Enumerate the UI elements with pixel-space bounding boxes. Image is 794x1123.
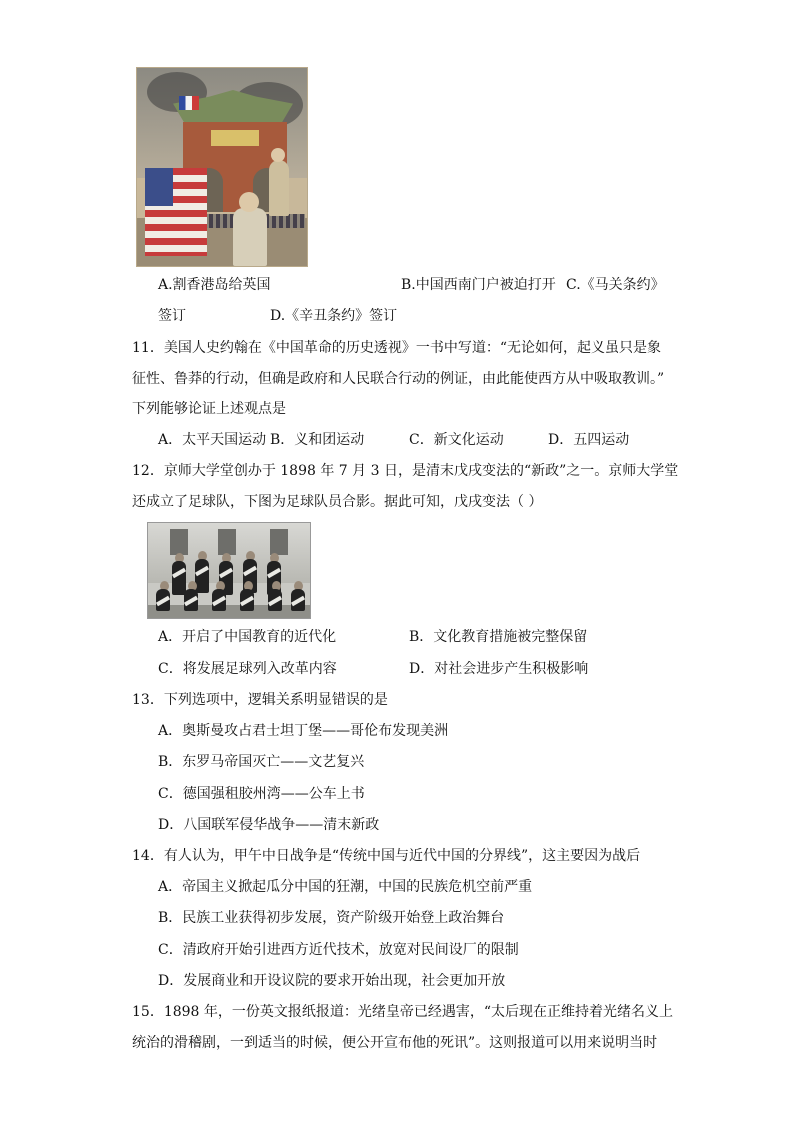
q10-option-c-cont: 签订 bbox=[158, 308, 186, 324]
q13-stem: 13．下列选项中，逻辑关系明显错误的是 bbox=[132, 692, 388, 708]
player bbox=[212, 589, 226, 611]
q11-option-c[interactable]: C．新文化运动 bbox=[409, 432, 504, 448]
football-team-photo bbox=[147, 522, 311, 619]
q11-option-a[interactable]: A．太平天国运动 bbox=[158, 432, 267, 448]
q12-option-c[interactable]: C．将发展足球列入改革内容 bbox=[158, 661, 337, 677]
q12-option-b[interactable]: B．文化教育措施被完整保留 bbox=[409, 629, 588, 645]
player bbox=[172, 561, 186, 595]
q15-stem-line1: 15．1898 年，一份英文报纸报道：光绪皇帝已经遇害，“太后现在正维持着光绪名义上 bbox=[132, 1004, 674, 1020]
q10-option-a[interactable]: A.割香港岛给英国 bbox=[158, 277, 271, 293]
player bbox=[184, 589, 198, 611]
q15-stem-line2: 统治的滑稽剧，一到适当的时候，便公开宣布他的死讯”。这则报道可以用来说明当时 bbox=[132, 1035, 658, 1051]
q12-option-d[interactable]: D．对社会进步产生积极影响 bbox=[409, 661, 589, 677]
q13-option-a[interactable]: A．奥斯曼攻占君士坦丁堡——哥伦布发现美洲 bbox=[158, 723, 449, 739]
player bbox=[268, 589, 282, 611]
photo-window bbox=[170, 529, 188, 555]
painting-gate-sign bbox=[211, 130, 259, 146]
player bbox=[156, 589, 170, 611]
q12-stem-line2: 还成立了足球队，下图为足球队员合影。据此可知，戊戌变法（ ） bbox=[132, 494, 543, 510]
q13-option-d[interactable]: D．八国联军侵华战争——清末新政 bbox=[158, 817, 380, 833]
painting-flag-canton bbox=[145, 168, 173, 206]
question-10-painting bbox=[136, 67, 308, 267]
painting-soldier-head bbox=[271, 148, 285, 162]
q14-stem: 14．有人认为，甲午中日战争是“传统中国与近代中国的分界线”，这主要因为战后 bbox=[132, 848, 641, 864]
q11-stem-line3: 下列能够论证上述观点是 bbox=[132, 401, 286, 417]
photo-window bbox=[218, 529, 236, 555]
q14-option-d[interactable]: D．发展商业和开设议院的要求开始出现，社会更加开放 bbox=[158, 973, 506, 989]
q11-option-d[interactable]: D．五四运动 bbox=[548, 432, 630, 448]
player bbox=[240, 589, 254, 611]
q14-option-c[interactable]: C．清政府开始引进西方近代技术，放宽对民间设厂的限制 bbox=[158, 942, 519, 958]
q10-option-c[interactable]: C.《马关条约》 bbox=[566, 277, 665, 293]
q13-option-c[interactable]: C．德国强租胶州湾——公车上书 bbox=[158, 786, 365, 802]
painting-soldier bbox=[269, 160, 289, 216]
painting-soldier bbox=[233, 208, 267, 266]
q12-stem-line1: 12．京师大学堂创办于 1898 年 7 月 3 日，是清末戊戌变法的“新政”之一。京师大学堂 bbox=[132, 463, 679, 479]
q11-stem-line1: 11．美国人史约翰在《中国革命的历史透视》一书中写道：“无论如何，起义虽只是象 bbox=[132, 340, 661, 356]
painting-soldier-head bbox=[239, 192, 259, 212]
q11-option-b[interactable]: B．义和团运动 bbox=[270, 432, 365, 448]
q10-option-b[interactable]: B.中国西南门户被迫打开 bbox=[401, 277, 556, 293]
q11-stem-line2: 征性、鲁莽的行动，但确是政府和人民联合行动的例证，由此能使西方从中吸取教训。” bbox=[132, 371, 665, 387]
q14-option-a[interactable]: A．帝国主义掀起瓜分中国的狂潮，中国的民族危机空前严重 bbox=[158, 879, 533, 895]
q13-option-b[interactable]: B．东罗马帝国灭亡——文艺复兴 bbox=[158, 754, 365, 770]
q14-option-b[interactable]: B．民族工业获得初步发展，资产阶级开始登上政治舞台 bbox=[158, 910, 505, 926]
player bbox=[291, 589, 305, 611]
q12-option-a[interactable]: A．开启了中国教育的近代化 bbox=[158, 629, 337, 645]
painting-french-flag bbox=[179, 96, 199, 110]
q10-option-d[interactable]: D.《辛丑条约》签订 bbox=[270, 308, 398, 324]
photo-floor bbox=[148, 605, 310, 618]
photo-window bbox=[270, 529, 288, 555]
player bbox=[195, 559, 209, 593]
